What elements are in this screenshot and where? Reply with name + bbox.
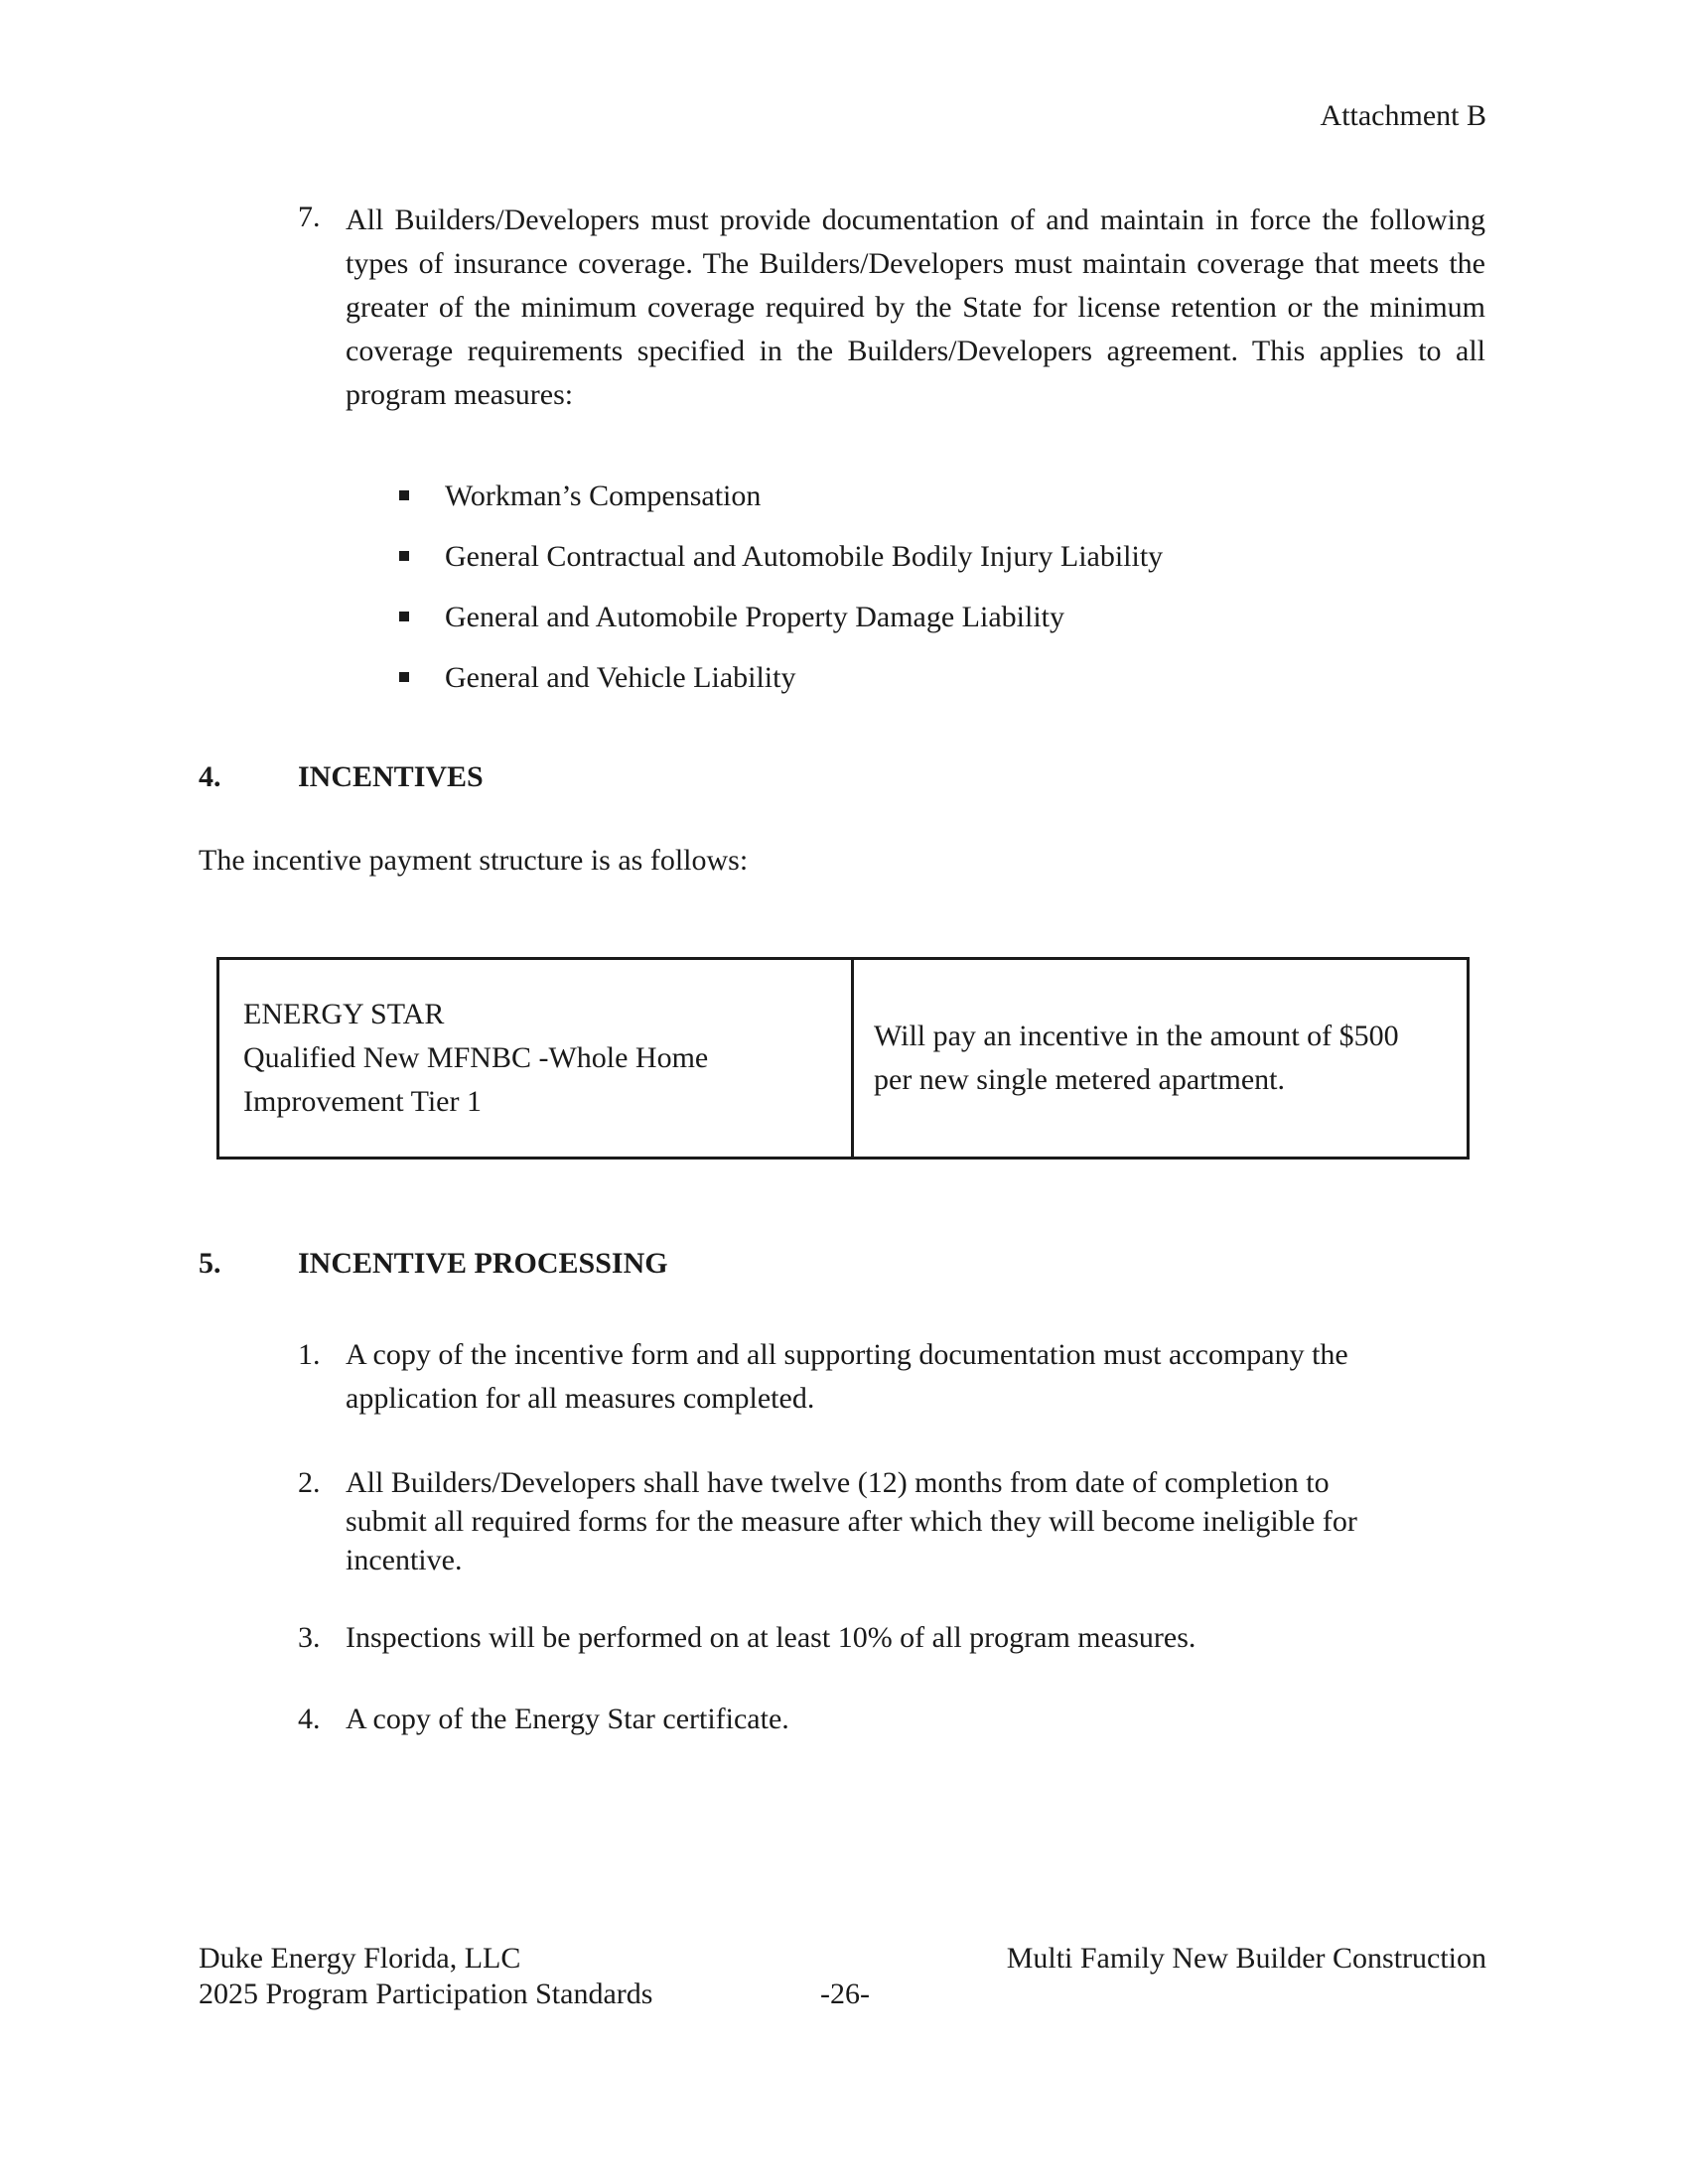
bullet-item <box>395 658 1487 719</box>
tier-line: ENERGY STAR <box>243 998 445 1030</box>
incentive-amount-cell <box>853 959 1469 1159</box>
list-text <box>346 1463 1479 1579</box>
section-5-number: 5. <box>199 1247 221 1280</box>
bullet-text: General and Vehicle Liability <box>445 661 796 694</box>
attachment-label: Attachment B <box>1320 99 1486 132</box>
insurance-bullet-list <box>395 477 1487 719</box>
table-row <box>218 959 1469 1159</box>
footer-standards: 2025 Program Participation Standards <box>199 1978 653 2010</box>
bullet-item <box>395 477 1487 537</box>
list-text <box>346 1333 1479 1421</box>
list-number: 3. <box>298 1621 321 1654</box>
section-4-number: 4. <box>199 760 221 793</box>
insurance-paragraph: All Builders/Developers must provide documentation of and maintain in force the following types of insurance coverage. The Builders/Developers must maintain coverage that meets the greater of the minimum coverage required by the State for license retention or the minimum coverage requirements specified in the Builders/Developers agreement. This applies to all program measures: <box>346 204 1485 411</box>
list-line: Inspections will be performed on at least 10% of all program measures. <box>346 1621 1196 1654</box>
footer-left <box>199 1941 652 2012</box>
list-line: incentive. <box>346 1544 463 1576</box>
page-number: -26- <box>820 1978 870 2010</box>
list-line: All Builders/Developers shall have twelve (12) months from date of completion to <box>346 1466 1330 1499</box>
square-bullet-icon <box>399 490 409 500</box>
list-number: 1. <box>298 1338 321 1371</box>
section-5-title: INCENTIVE PROCESSING <box>298 1247 668 1280</box>
square-bullet-icon <box>399 612 409 621</box>
tier-line: Qualified New MFNBC -Whole Home <box>243 1041 709 1074</box>
tier-line: Improvement Tier 1 <box>243 1085 482 1118</box>
incentive-table <box>216 957 1470 1160</box>
list-line: A copy of the Energy Star certificate. <box>346 1703 789 1735</box>
incentive-intro: The incentive payment structure is as follows: <box>199 844 749 877</box>
amount-line: Will pay an incentive in the amount of $500 <box>874 1020 1399 1052</box>
bullet-text: Workman’s Compensation <box>445 479 762 512</box>
item-7-number: 7. <box>298 201 321 233</box>
square-bullet-icon <box>399 672 409 682</box>
section-4-title: INCENTIVES <box>298 760 484 793</box>
list-line: application for all measures completed. <box>346 1382 815 1415</box>
list-text <box>346 1616 1479 1660</box>
list-number: 4. <box>298 1703 321 1735</box>
list-line: A copy of the incentive form and all supporting documentation must accompany the <box>346 1338 1348 1371</box>
bullet-text: General and Automobile Property Damage Liability <box>445 601 1064 633</box>
bullet-item <box>395 537 1487 598</box>
footer-program-name: Multi Family New Builder Construction <box>1006 1942 1486 1975</box>
square-bullet-icon <box>399 551 409 561</box>
footer-company: Duke Energy Florida, LLC <box>199 1942 521 1975</box>
amount-line: per new single metered apartment. <box>874 1063 1285 1096</box>
bullet-text: General Contractual and Automobile Bodily Injury Liability <box>445 540 1164 573</box>
list-text <box>346 1698 1479 1741</box>
list-line: submit all required forms for the measure after which they will become ineligible for <box>346 1505 1357 1538</box>
list-number: 2. <box>298 1466 321 1499</box>
incentive-tier-cell <box>218 959 853 1159</box>
bullet-item <box>395 598 1487 658</box>
